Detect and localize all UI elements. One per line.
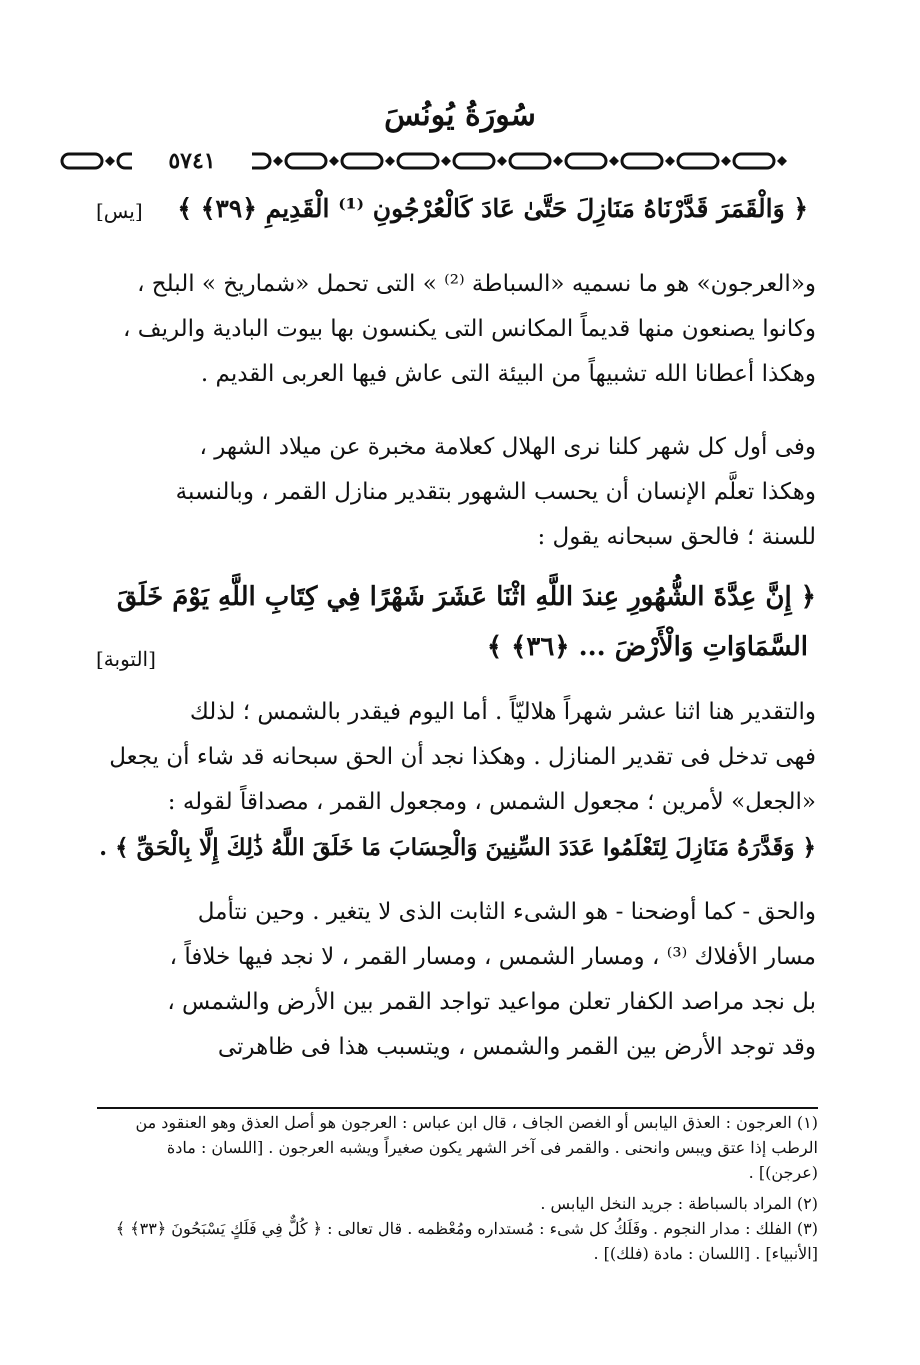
chain-diamond <box>497 156 507 166</box>
footnote-2 <box>97 1191 818 1216</box>
paragraph-line: مسار الأفلاك ⁽³⁾ ، ومسار الشمس ، ومسار القمر ، لا نجد فيها خلافاً ، <box>169 944 816 970</box>
chain-diamond <box>721 156 731 166</box>
chain-diamond <box>385 156 395 166</box>
ornamental-divider <box>60 146 830 176</box>
paragraph-line: «الجعل» لأمرين ؛ مجعول الشمس ، ومجعول القمر ، مصداقاً لقوله : <box>167 789 816 815</box>
chain-link <box>62 154 102 168</box>
chain-diamond <box>105 156 115 166</box>
tawbah-ayah-line-1: ﴿ إِنَّ عِدَّةَ الشُّهُورِ عِندَ اللَّهِ اثْنَا عَشَرَ شَهْرًا فِي كِتَابِ اللَّهِ يَوْمَ خَلَقَ <box>116 582 816 612</box>
chain-link <box>510 154 550 168</box>
footnote-line: (عرجن)] . <box>748 1163 818 1182</box>
footnote-separator <box>97 1107 818 1109</box>
footnote-1 <box>97 1110 818 1185</box>
footnote-line: الرطب إذا عتق ويبس وانحنى . والقمر فى آخر الشهر يكون صغيراً ويشبه العرجون . [اللسان : مادة <box>166 1138 818 1157</box>
paragraph-line: وكانوا يصنعون منها قديماً المكانس التى يكنسون بها بيوت البادية والريف ، <box>123 316 816 342</box>
page-number: ٥٧٤١ <box>132 146 252 176</box>
chain-link <box>398 154 438 168</box>
chain-link <box>454 154 494 168</box>
tawbah-ayah-reference: [التوبة] <box>96 647 156 671</box>
chain-link <box>286 154 326 168</box>
footnote-line: (٢) المراد بالسباطة : جريد النخل اليابس . <box>540 1194 818 1213</box>
quran-quote-line: ﴿ وَقَدَّرَهُ مَنَازِلَ لِتَعْلَمُوا عَدَدَ السِّنِينَ وَالْحِسَابَ مَا خَلَقَ اللَّهُ ذَٰلِكَ إِلَّا بِالْحَقِّ ﴾ . <box>99 834 816 861</box>
chain-diamond <box>441 156 451 166</box>
paragraph-line: بل نجد مراصد الكفار تعلن مواعيد تواجد القمر بين الأرض والشمس ، <box>167 989 816 1015</box>
surah-title: سُورَةُ يُونُسَ <box>384 98 536 133</box>
paragraph-line: وهكذا أعطانا الله تشبيهاً من البيئة التى عاش فيها العربى القديم . <box>200 361 816 387</box>
chain-link <box>566 154 606 168</box>
paragraph-2 <box>90 425 816 560</box>
paragraph-line: وفى أول كل شهر كلنا نرى الهلال كعلامة مخبرة عن ميلاد الشهر ، <box>199 434 816 460</box>
paragraph-line: وهكذا تعلَّم الإنسان أن يحسب الشهور بتقدير منازل القمر ، وبالنسبة <box>175 479 816 505</box>
chain-diamond <box>665 156 675 166</box>
chain-link <box>342 154 382 168</box>
chain-diamond <box>553 156 563 166</box>
footnote-line: [الأنبياء] . [اللسان : مادة (فلك)] . <box>593 1244 818 1263</box>
chain-diamond <box>777 156 787 166</box>
paragraph-4 <box>90 890 816 1070</box>
chain-diamond <box>329 156 339 166</box>
chain-link <box>678 154 718 168</box>
opening-ayah: ﴿ وَالْقَمَرَ قَدَّرْنَاهُ مَنَازِلَ حَتَّىٰ عَادَ كَالْعُرْجُونِ ⁽¹⁾ الْقَدِيمِ ﴿٣٩﴾ ﴾ <box>177 194 808 223</box>
paragraph-line: والحق - كما أوضحنا - هو الشىء الثابت الذى لا يتغير . وحين نتأمل <box>197 899 816 925</box>
footnote-line: (١) العرجون : العذق اليابس أو الغصن الجاف ، قال ابن عباس : العرجون هو أصل العذق وهو العنقود من <box>135 1113 818 1132</box>
footnote-3 <box>97 1216 818 1266</box>
paragraph-1 <box>90 262 816 397</box>
opening-ayah-reference: [يس] <box>96 199 143 223</box>
paragraph-line: للسنة ؛ فالحق سبحانه يقول : <box>537 524 816 550</box>
chain-diamond <box>273 156 283 166</box>
chain-link <box>734 154 774 168</box>
tawbah-ayah-line-2: السَّمَاوَاتِ وَالْأَرْضَ ... ﴿٣٦﴾ ﴾ <box>486 632 808 662</box>
paragraph-line: وقد توجد الأرض بين القمر والشمس ، ويتسبب هذا فى ظاهرتى <box>217 1034 816 1060</box>
paragraph-line: و«العرجون» هو ما نسميه «السباطة ⁽²⁾ » التى تحمل «شماريخ » البلح ، <box>137 271 816 297</box>
paragraph-3 <box>90 690 816 870</box>
chain-link <box>622 154 662 168</box>
chain-diamond <box>609 156 619 166</box>
footnotes <box>97 1110 818 1266</box>
paragraph-line: فهى تدخل فى تقدير المنازل . وهكذا نجد أن الحق سبحانه قد شاء أن يجعل <box>109 744 816 770</box>
footnote-line: (٣) الفلك : مدار النجوم . وفَلَكُ كل شىء : مُستداره ومُعْظمه . قال تعالى : ﴿ كُلٌّ فِي فَلَكٍ يَسْبَحُونَ ﴿٣٣﴾ ﴾ <box>115 1219 818 1238</box>
paragraph-line: والتقدير هنا اثنا عشر شهراً هلاليّاً . أما اليوم فيقدر بالشمس ؛ لذلك <box>189 699 816 725</box>
